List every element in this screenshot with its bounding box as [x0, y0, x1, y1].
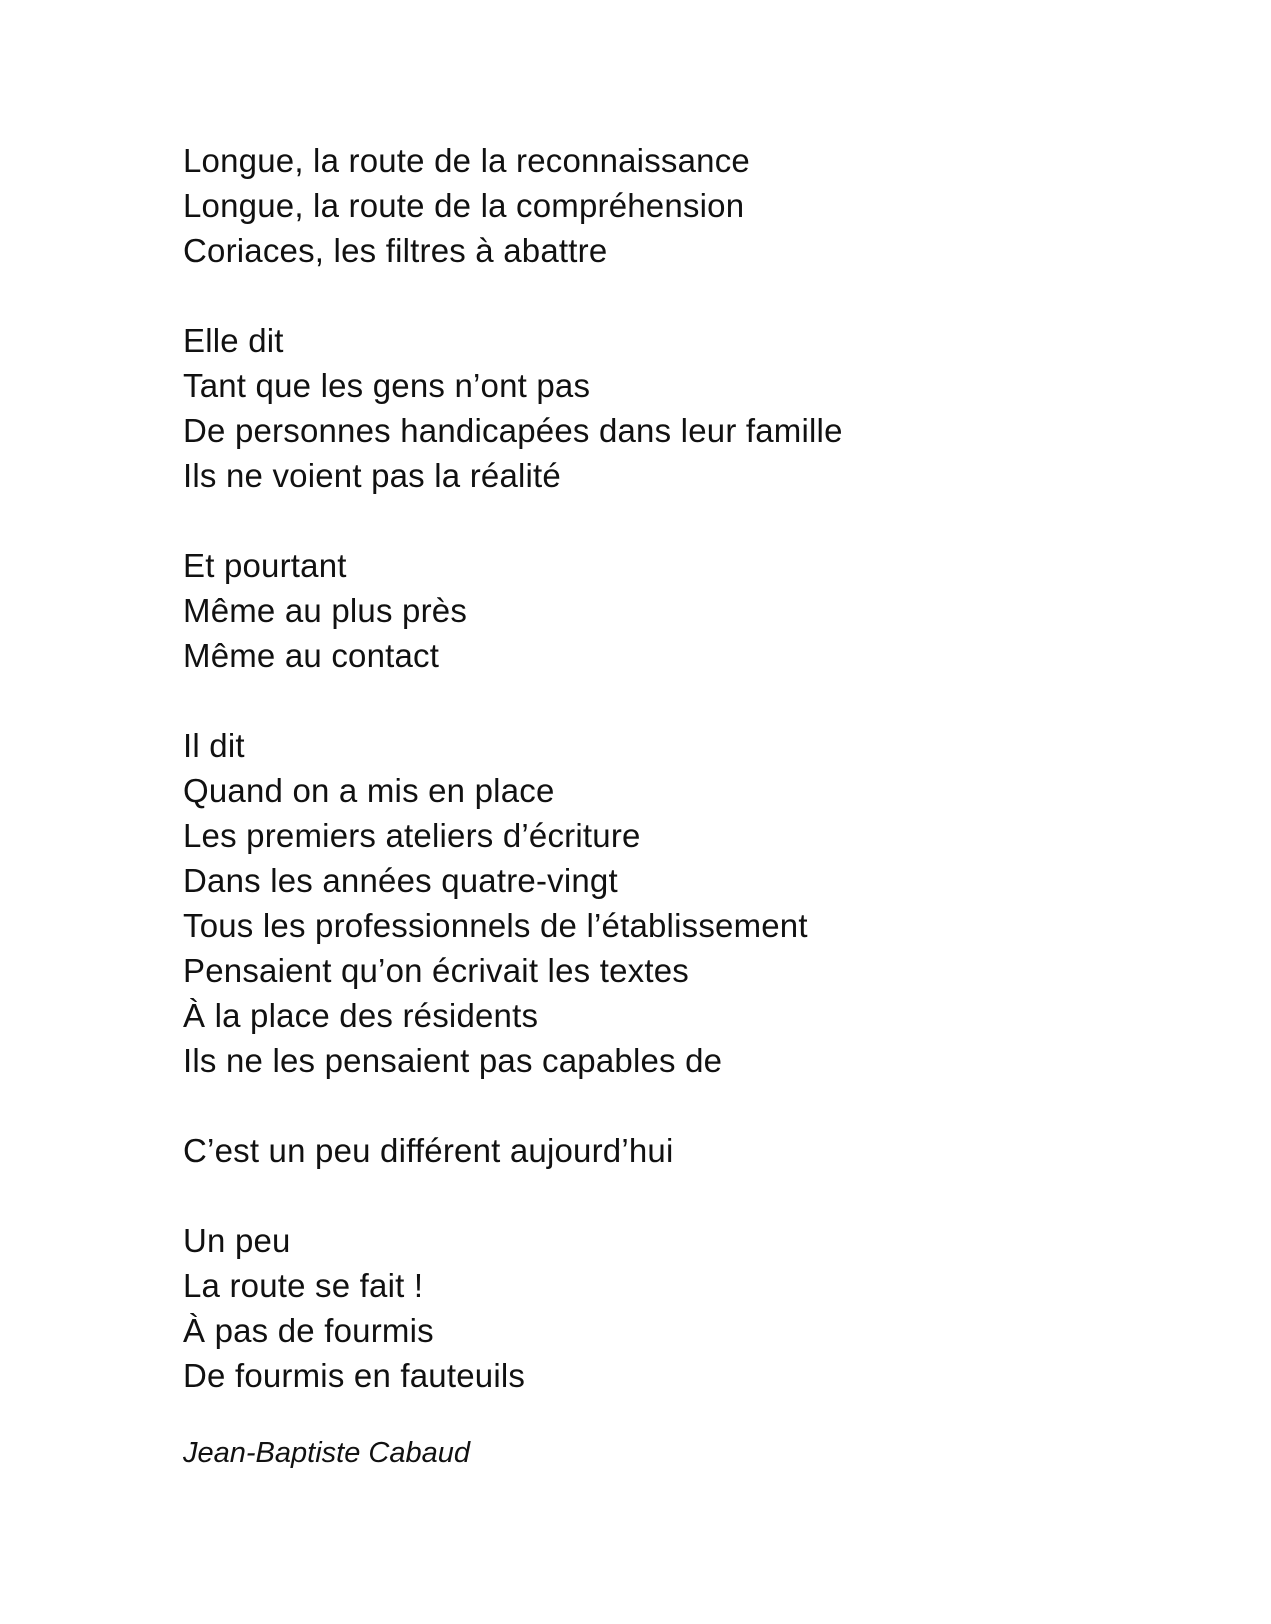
poem-line: Même au contact [183, 637, 440, 674]
poem-line: De fourmis en fauteuils [183, 1357, 526, 1394]
author-signature: Jean-Baptiste Cabaud [183, 1437, 470, 1469]
poem-line: Longue, la route de la compréhension [183, 187, 745, 224]
poem-line: Même au plus près [183, 592, 468, 629]
poem-line: Coriaces, les filtres à abattre [183, 232, 608, 269]
poem-line: Et pourtant [183, 547, 347, 584]
poem-line: Dans les années quatre-vingt [183, 862, 618, 899]
poem-line: Tant que les gens n’ont pas [183, 367, 591, 404]
poem-line: Longue, la route de la reconnaissance [183, 142, 750, 179]
poem-line: Un peu [183, 1222, 291, 1259]
poem-line: Pensaient qu’on écrivait les textes [183, 952, 689, 989]
poem [183, 138, 1183, 1473]
poem-line: La route se fait ! [183, 1267, 424, 1304]
poem-line: Elle dit [183, 322, 284, 359]
stanza-4 [183, 723, 1183, 1083]
stanza-1 [183, 138, 1183, 273]
poem-line: À pas de fourmis [183, 1312, 434, 1349]
poem-line: De personnes handicapées dans leur famille [183, 412, 843, 449]
poem-line: Quand on a mis en place [183, 772, 555, 809]
stanza-3 [183, 543, 1183, 678]
stanza-2 [183, 318, 1183, 498]
stanza-6 [183, 1218, 1183, 1398]
poem-line: Les premiers ateliers d’écriture [183, 817, 641, 854]
poem-line: Ils ne les pensaient pas capables de [183, 1042, 723, 1079]
poem-line: Il dit [183, 727, 245, 764]
poem-line: C’est un peu différent aujourd’hui [183, 1132, 674, 1169]
poem-line: À la place des résidents [183, 997, 539, 1034]
poem-line: Ils ne voient pas la réalité [183, 457, 561, 494]
poem-line: Tous les professionnels de l’établissement [183, 907, 808, 944]
stanza-5 [183, 1128, 1183, 1173]
